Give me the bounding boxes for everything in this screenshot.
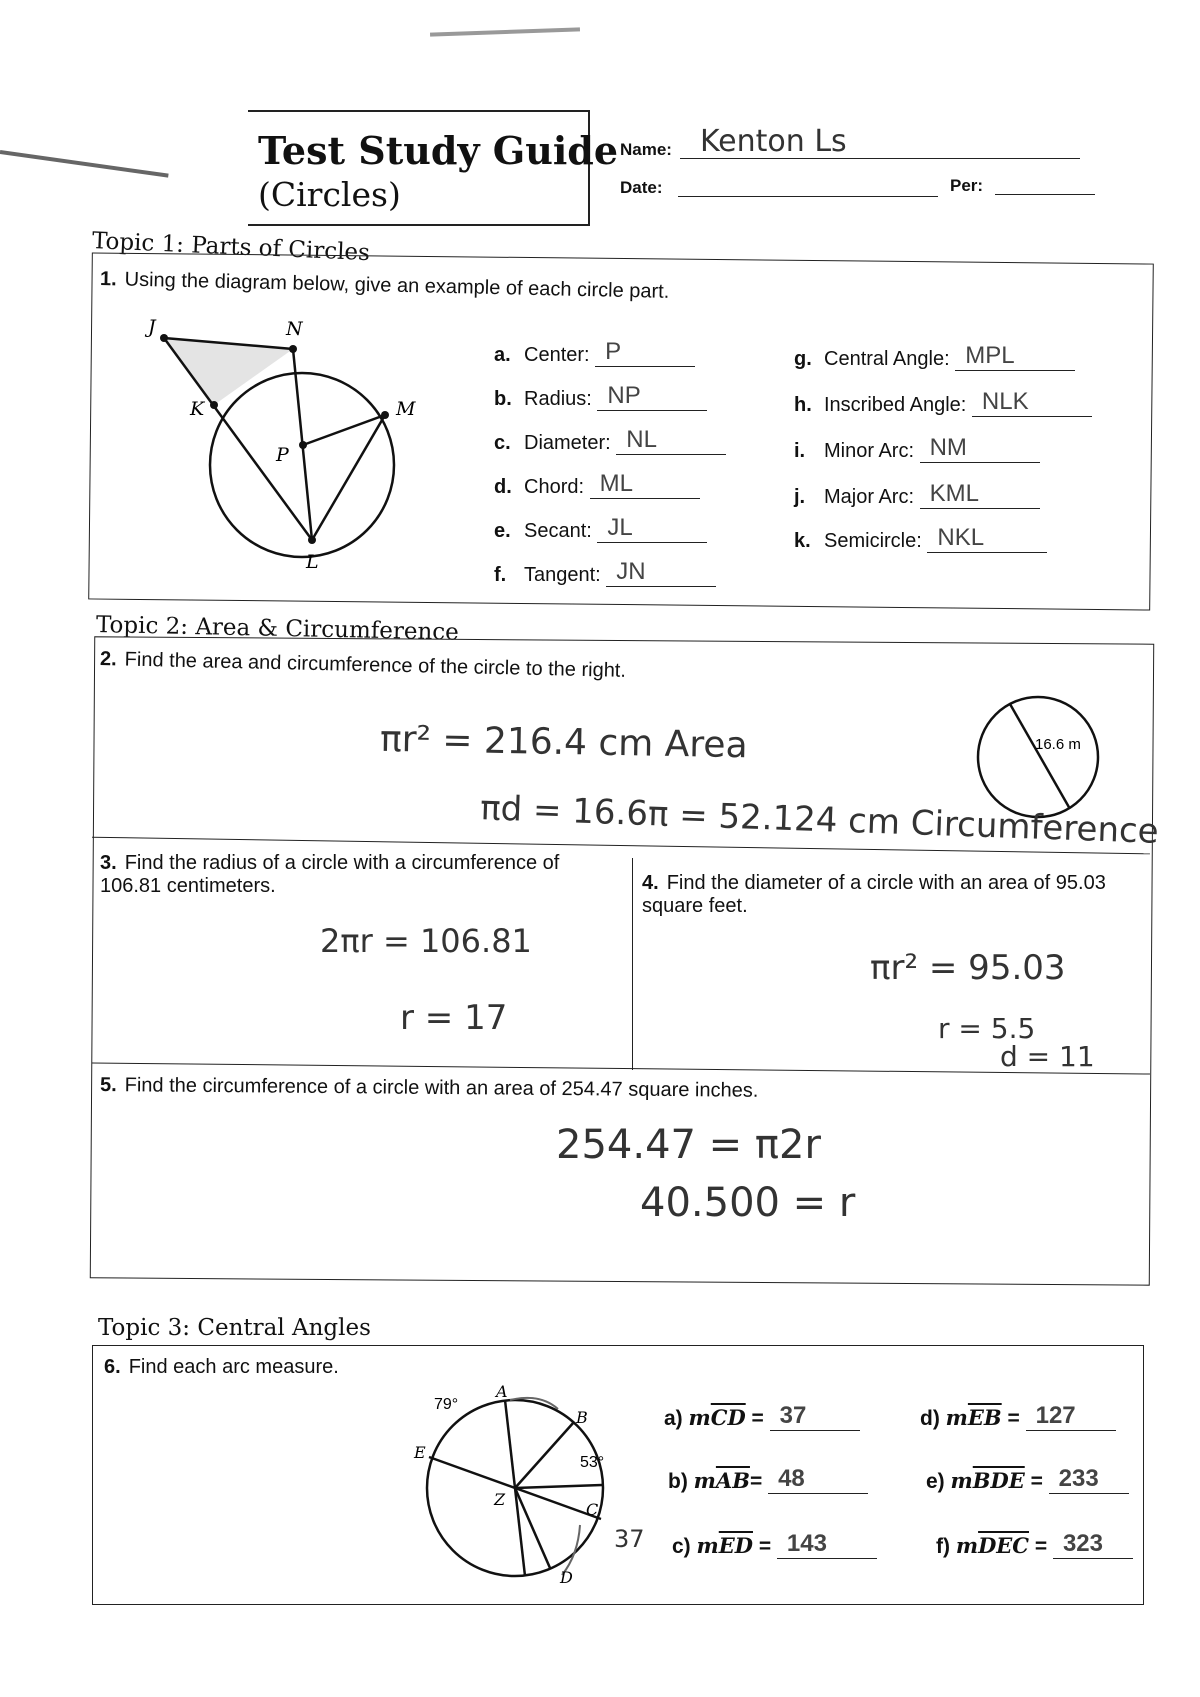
topic2-heading: Topic 2: Area & Circumference — [95, 612, 460, 646]
answer-diameter: NL — [616, 426, 726, 455]
answer-arc-eb: 127 — [1026, 1402, 1116, 1431]
point-label-c: C — [586, 1500, 599, 1519]
per-line — [995, 194, 1095, 195]
question-number: 1. — [99, 268, 117, 291]
circle-outline — [210, 373, 394, 557]
point-label-d: D — [560, 1568, 573, 1587]
question-2: 2. Find the area and circumference of the circle to the right. — [99, 648, 627, 682]
point-label-e: E — [414, 1443, 426, 1462]
q5-work-equation: 254.47 = π2r — [556, 1122, 821, 1168]
central-angles-diagram — [410, 1375, 645, 1587]
diameter-line — [1010, 704, 1070, 809]
arc-b: b) $m\overline{AB}= 48$ — [668, 1465, 868, 1494]
name-value: Kenton Ls — [700, 124, 847, 159]
q2-circle-diagram — [975, 690, 1105, 825]
part-a: a. Center: P — [494, 338, 695, 367]
part-i: i. Minor Arc: NM — [794, 434, 1040, 463]
circle-label: 16.6 m — [1035, 736, 1081, 753]
part-j: j. Major Arc: KML — [794, 480, 1040, 509]
name-label: Name: — [620, 140, 672, 159]
question-5: 5. Find the circumference of a circle with an area of 254.47 square inches. — [99, 1074, 759, 1102]
circle-parts-diagram — [140, 315, 430, 575]
topic3-heading: Topic 3: Central Angles — [98, 1315, 371, 1341]
arc-e: e) $m\overline{BDE} = 233$ — [926, 1465, 1129, 1494]
point-label-l: L — [306, 551, 319, 573]
arc-a: a) $m\overline{CD} = 37$ — [664, 1402, 860, 1431]
q4-work-equation: πr² = 95.03 — [870, 948, 1066, 988]
part-f: f. Tangent: JN — [494, 558, 716, 587]
point-label-p: P — [276, 444, 289, 466]
question-6: 6. Find each arc measure. — [104, 1356, 339, 1378]
question-3: 3. Find the radius of a circle with a circumference of 106.81 centimeters. — [100, 852, 560, 897]
answer-radius: NP — [597, 382, 707, 411]
answer-arc-ab: 48 — [768, 1465, 868, 1494]
answer-minor-arc: NM — [920, 434, 1040, 463]
topic1-heading: Topic 1: Parts of Circles — [91, 228, 371, 267]
angle-label: 53° — [580, 1454, 605, 1471]
point-label-n: N — [286, 318, 303, 340]
answer-center: P — [595, 338, 695, 367]
scan-mark — [0, 150, 169, 178]
point-label-j: J — [148, 316, 156, 338]
scan-mark — [430, 27, 580, 36]
question-text: Using the diagram below, give an example of each circle part. — [124, 268, 670, 303]
part-d: d. Chord: ML — [494, 470, 700, 499]
divider-q3-q4 — [632, 858, 633, 1070]
point-label-a: A — [496, 1382, 508, 1401]
q5-work-answer: 40.500 = r — [640, 1180, 856, 1226]
answer-inscribed-angle: NLK — [972, 388, 1092, 417]
answer-tangent: JN — [606, 558, 716, 587]
answer-central-angle: MPL — [955, 342, 1075, 371]
date-line — [678, 196, 938, 197]
part-c: c. Diameter: NL — [494, 426, 726, 455]
per-label: Per: — [950, 176, 984, 195]
side-note: 37 — [614, 1525, 645, 1553]
answer-arc-dec: 323 — [1053, 1530, 1133, 1559]
answer-chord: ML — [590, 470, 700, 499]
page-subtitle: (Circles) — [258, 175, 401, 214]
part-h: h. Inscribed Angle: NLK — [794, 388, 1092, 417]
q4-work-radius: r = 5.5 — [938, 1012, 1036, 1045]
q3-work-answer: r = 17 — [400, 998, 508, 1038]
q3-work-equation: 2πr = 106.81 — [320, 922, 532, 960]
answer-secant: JL — [597, 514, 707, 543]
part-k: k. Semicircle: NKL — [794, 524, 1047, 553]
answer-semicircle: NKL — [927, 524, 1047, 553]
answer-major-arc: KML — [920, 480, 1040, 509]
answer-arc-bde: 233 — [1049, 1465, 1129, 1494]
arc-f: f) $m\overline{DEC} = 323$ — [936, 1530, 1133, 1559]
q4-work-diameter: d = 11 — [1000, 1040, 1095, 1073]
part-g: g. Central Angle: MPL — [794, 342, 1075, 371]
point-label-k: K — [190, 398, 205, 420]
q2-work-circumference: πd = 16.6π = 52.124 cm Circumference — [479, 788, 1160, 852]
arc-c: c) $m\overline{ED} = 143$ — [672, 1530, 877, 1559]
page-title: Test Study Guide — [258, 128, 619, 173]
point-label-b: B — [576, 1408, 588, 1427]
angle-label: 79° — [434, 1396, 459, 1413]
point-label-z: Z — [494, 1490, 506, 1509]
part-b: b. Radius: NP — [494, 382, 707, 411]
point-label-m: M — [396, 398, 416, 420]
question-4: 4. Find the diameter of a circle with an area of 95.03 square feet. — [642, 872, 1106, 917]
answer-arc-cd: 37 — [770, 1402, 860, 1431]
arc-d: d) $m\overline{EB} = 127$ — [920, 1402, 1116, 1431]
radius-line — [303, 415, 385, 445]
q2-work-area: πr² = 216.4 cm Area — [379, 718, 748, 767]
answer-arc-ed: 143 — [777, 1530, 877, 1559]
date-label: Date: — [620, 178, 663, 197]
part-e: e. Secant: JL — [494, 514, 707, 543]
